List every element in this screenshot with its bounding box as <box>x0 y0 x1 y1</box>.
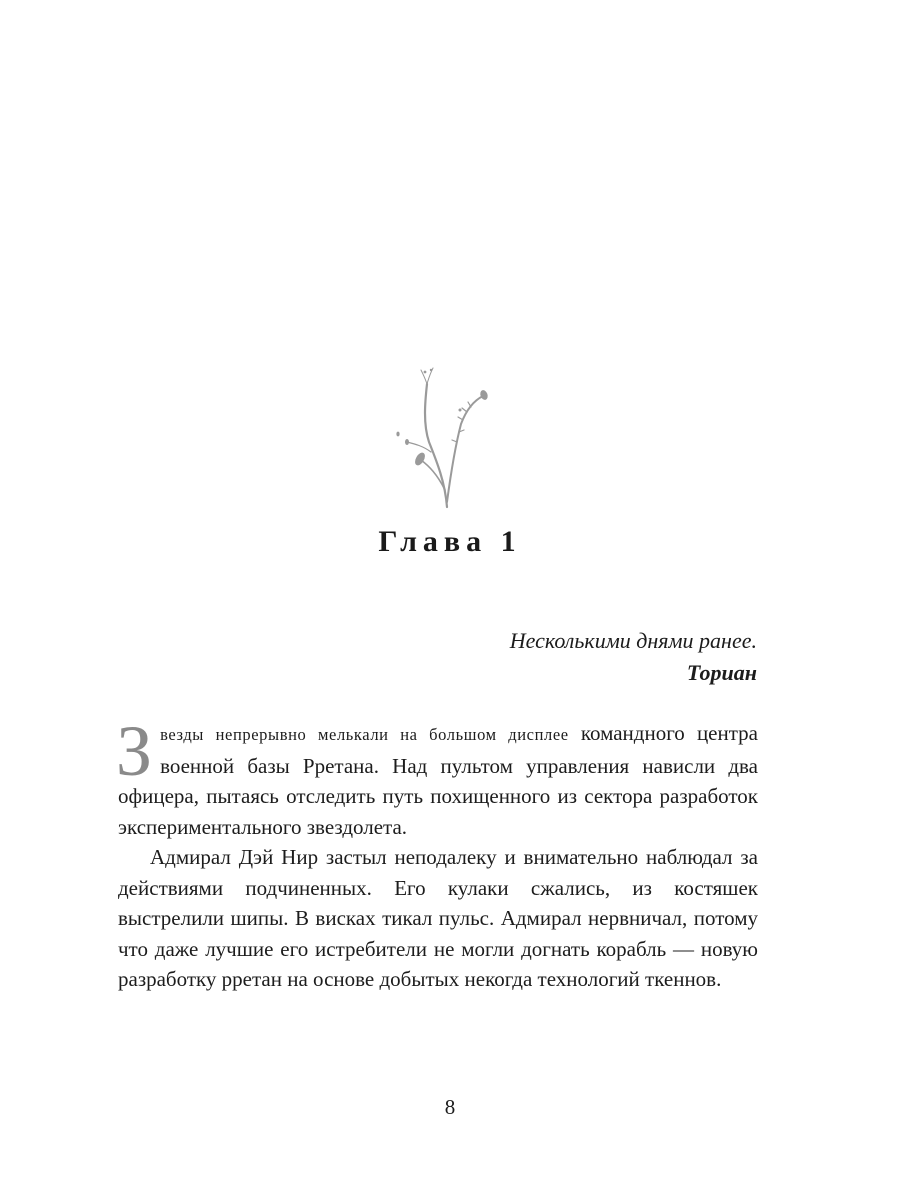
page-number: 8 <box>444 1095 456 1119</box>
drop-cap: З <box>116 711 153 791</box>
paragraph-text: командного центра военной базы Рретана. Над пультом управления нависли два офицера, пытаясь отследить путь похищенного из сектора разработок экспериментального звездолета. <box>118 721 758 839</box>
lead-in-smallcaps: везды непрерывно мелькали на большом дисплее <box>160 725 569 744</box>
chapter-title: Глава 1 <box>378 525 522 558</box>
epigraph-pov: Ториан <box>686 660 757 685</box>
epigraph <box>510 625 757 689</box>
flower-sprig-icon <box>385 362 495 512</box>
chapter-body <box>116 711 758 995</box>
epigraph-time: Несколькими днями ранее. <box>509 628 757 653</box>
paragraph: Адмирал Дэй Нир застыл неподалеку и внимательно наблюдал за действиями подчиненных. Его кулаки сжались, из костяшек выстрелили шипы. В висках тикал пульс. Адмирал нервничал, потому что даже лучшие его истребители не могли догнать корабль — новую разработку рретан на основе добытых некогда технологий ткеннов. <box>118 845 758 991</box>
paragraph <box>116 711 758 842</box>
